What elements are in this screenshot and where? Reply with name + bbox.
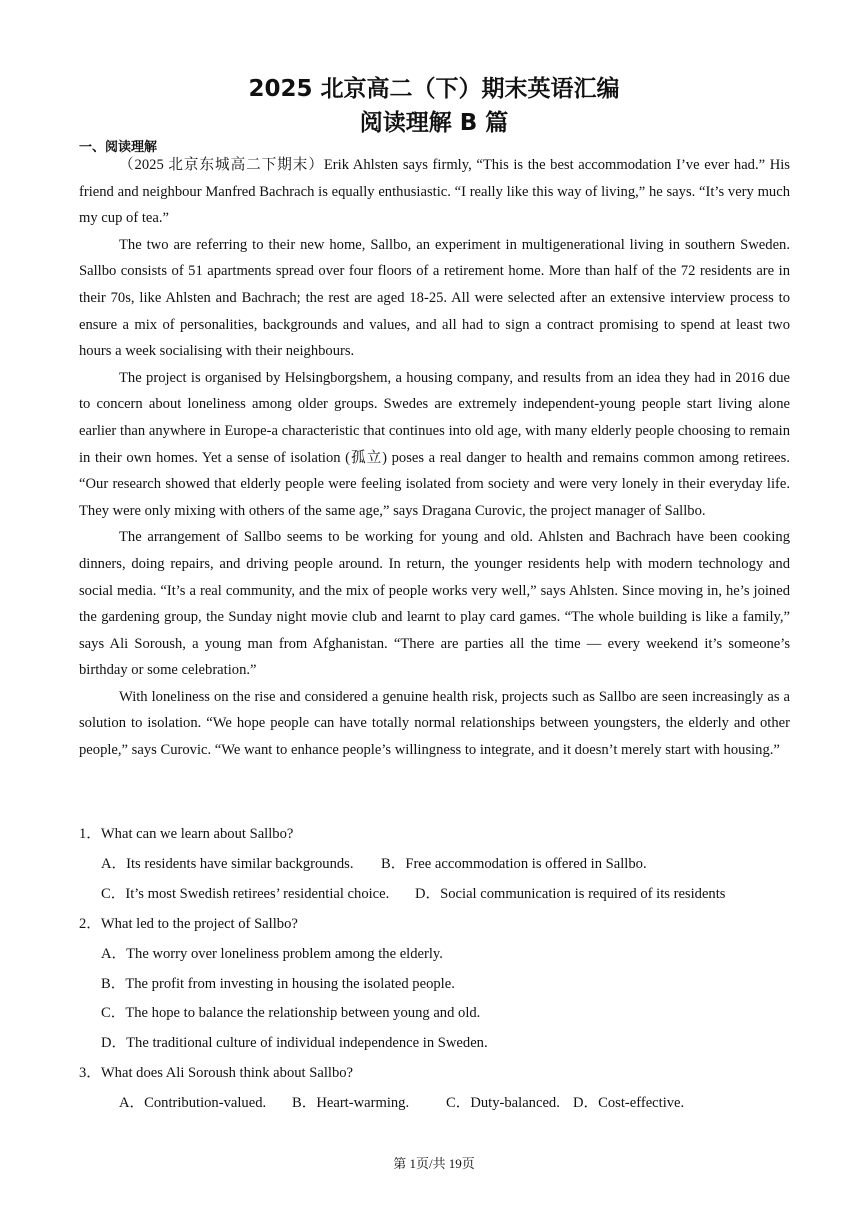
question-option: C．It’s most Swedish retirees’ residential choice. bbox=[101, 886, 390, 902]
question-option: B．The profit from investing in housing the isolated people. bbox=[101, 976, 455, 992]
question-option: A．The worry over loneliness problem among the elderly. bbox=[101, 946, 443, 962]
document-title: 2025 北京高二（下）期末英语汇编 bbox=[248, 76, 620, 102]
question-option: D．Social communication is required of its residents bbox=[415, 886, 726, 902]
passage-paragraph: With loneliness on the rise and considered a genuine health risk, projects such as Sallbo are seen increasingly as a solution to isolation. “We hope people can have totally normal relationships between youngsters, the elderly and other people,” says Curovic. “We want to enhance people’s willingness to integrate, and it doesn’t merely start with housing.” bbox=[79, 688, 790, 759]
question-stem: 3．What does Ali Soroush think about Sallbo? bbox=[79, 1065, 354, 1081]
question-option: A．Contribution-valued. bbox=[119, 1095, 267, 1111]
section-heading: 一、阅读理解 bbox=[79, 140, 158, 155]
question-stem: 1．What can we learn about Sallbo? bbox=[79, 826, 294, 842]
passage-paragraph: The two are referring to their new home, Sallbo, an experiment in multigenerational living in southern Sweden. Sallbo consists of 51 apartments spread over four floors of a retirement home. More than half of the 72 residents are in their 70s, like Ahlsten and Bachrach; the rest are aged 18-25. All were selected after an extensive interview process to ensure a mix of personalities, backgrounds and values, and all had to sign a contract promising to spend at least two hours a week socialising with their neighbours. bbox=[79, 236, 790, 360]
question-option: D．Cost-effective. bbox=[573, 1095, 685, 1111]
question-option: A．Its residents have similar backgrounds. bbox=[101, 856, 354, 872]
passage-paragraph: （2025 北京东城高二下期末）Erik Ahlsten says firmly, “This is the best accommodation I’ve ever had.” His friend and neighbour Manfred Bachrach is equally enthusiastic. “I really like this way of living,” he says. “It’s very much my cup of tea.” bbox=[79, 157, 790, 227]
passage-paragraph: The project is organised by Helsingborgshem, a housing company, and results from an idea they had in 2016 due to concern about loneliness among older groups. Swedes are extremely independent-young people start living alone earlier than anywhere in Europe-a characteristic that continues into old age, with many elderly people choosing to remain in their own homes. Yet a sense of isolation (孤立) poses a real danger to health and remains common among retirees. “Our research showed that elderly people were feeling isolated from society and were very lonely in their everyday life. They were only mixing with others of the same age,” says Dragana Curovic, the project manager of Sallbo. bbox=[79, 369, 790, 519]
question-option: B．Free accommodation is offered in Sallbo. bbox=[381, 856, 647, 872]
question-stem: 2．What led to the project of Sallbo? bbox=[79, 916, 298, 932]
question-option: C．The hope to balance the relationship between young and old. bbox=[101, 1005, 481, 1021]
question-option: B．Heart-warming. bbox=[292, 1095, 410, 1111]
question-option: C．Duty-balanced. bbox=[446, 1095, 560, 1111]
document-subtitle: 阅读理解 B 篇 bbox=[359, 110, 509, 136]
passage-paragraph: The arrangement of Sallbo seems to be working for young and old. Ahlsten and Bachrach have been cooking dinners, doing repairs, and driving people around. In return, the younger residents help with modern technology and social media. “It’s a real community, and the mix of people works very well,” says Ahlsten. Since moving in, he’s joined the gardening group, the Sunday night movie club and learnt to play card games. “The whole building is like a family,” says Ali Soroush, a young man from Afghanistan. “There are parties all the time — every weekend it’s someone’s birthday or some celebration.” bbox=[79, 529, 790, 679]
reading-passage bbox=[79, 152, 790, 764]
page-footer: 第 1页/共 19页 bbox=[393, 1156, 475, 1171]
question-option: D．The traditional culture of individual independence in Sweden. bbox=[101, 1035, 488, 1051]
